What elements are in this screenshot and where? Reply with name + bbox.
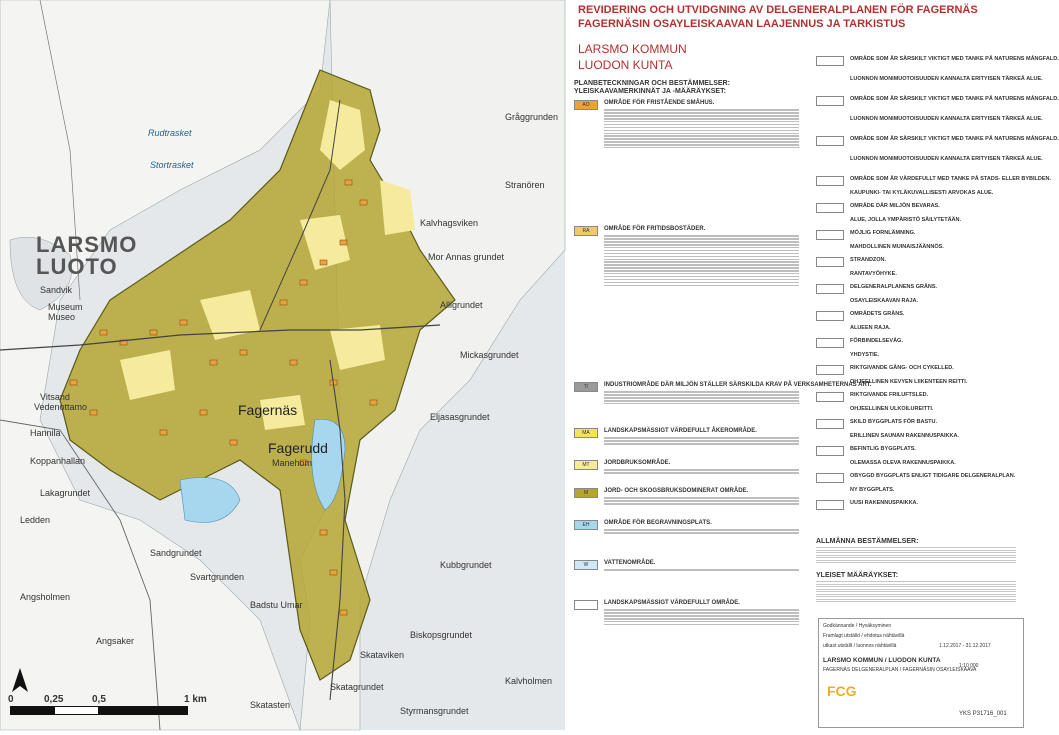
overlay-label: FÖRBINDELSEVÄG.	[850, 338, 903, 344]
overlay-symbol	[816, 311, 844, 321]
overlay-label: LUONNON MONIMUOTOISUUDEN KANNALTA ERITYISEN TÄRKEÄ ALUE.	[850, 76, 1043, 82]
map-label-rudtrasket: Rudtrasket	[148, 128, 192, 138]
map-label-luoto: LUOTO	[36, 254, 118, 279]
zone-label: JORDBRUKSOMRÅDE.	[604, 460, 671, 466]
zone-description	[604, 496, 799, 506]
overlay-label: OMRÅDE SOM ÄR SÄRSKILT VIKTIGT MED TANKE PÅ NATURENS MÅNGFALD.	[850, 136, 1059, 142]
overlay-label: UUSI RAKENNUSPAIKKA.	[850, 500, 919, 506]
municipality-swedish: LARSMO KOMMUN	[578, 42, 687, 56]
scale-tick-025: 0,25	[44, 694, 64, 705]
general-notes-finnish: YLEISET MÄÄRÄYKSET:	[816, 572, 899, 579]
map-label-svartgrunden: Svartgrunden	[190, 572, 245, 582]
overlay-label: ALUEEN RAJA.	[850, 324, 891, 331]
tb-dates: 1.12.2017 - 31.12.2017	[939, 643, 991, 649]
map-label-skataviken: Skataviken	[360, 650, 405, 660]
fcg-logo: FCG	[827, 683, 857, 699]
scale-tick-1km: 1 km	[184, 694, 207, 705]
tb-municipality: LARSMO KOMMUN / LUODON KUNTA	[823, 657, 941, 664]
overlay-label: RANTAVYÖHYKE.	[850, 270, 897, 277]
map-label-skatasten: Skatasten	[250, 700, 291, 710]
zone-swatch: AO	[574, 100, 598, 110]
overlay-symbol	[816, 446, 844, 456]
map-label-vitsand: Vitsand	[40, 392, 70, 402]
map-label-angsaker: Angsaker	[96, 636, 135, 646]
municipality-finnish: LUODON KUNTA	[578, 58, 673, 72]
zone-description	[604, 468, 799, 475]
legend-heading-finnish: YLEISKAAVAMERKINNÄT JA -MÄÄRÄYKSET:	[574, 88, 726, 95]
zone-description	[604, 390, 799, 406]
tb-drawing-number: YKS P31716_001	[959, 711, 1007, 717]
overlay-label: YHDYSTIE.	[850, 351, 880, 358]
overlay-symbol	[816, 230, 844, 240]
overlay-symbol	[816, 284, 844, 294]
zone-swatch: MT	[574, 460, 598, 470]
overlay-label: OLEMASSA OLEVA RAKENNUSPAIKKA.	[850, 459, 956, 466]
zone-label: LANDSKAPSMÄSSIGT VÄRDEFULLT ÅKEROMRÅDE.	[604, 428, 757, 434]
scale-tick-0: 0	[8, 694, 14, 705]
overlay-label: OSAYLEISKAAVAN RAJA.	[850, 297, 919, 304]
general-notes-text-fi	[816, 580, 1016, 604]
overlay-label: KAUPUNKI- TAI KYLÄKUVALLISESTI ARVOKAS ALUE.	[850, 189, 994, 196]
overlay-label: RIKTGIVANDE FRILUFTSLED.	[850, 392, 929, 398]
zone-label: VATTENOMRÅDE.	[604, 560, 656, 566]
map-label-kubbgrundet: Kubbgrundet	[440, 560, 492, 570]
plan-title-swedish: REVIDERING OCH UTVIDGNING AV DELGENERALPLANEN FÖR FAGERNÄS	[578, 4, 978, 16]
zone-swatch: T/	[574, 382, 598, 392]
tb-exhibited: Framlagt utställd / ehdotus nähtävillä	[823, 633, 905, 639]
overlay-label: OHJEELLINEN KEVYEN LIIKENTEEN REITTI.	[850, 378, 968, 385]
scale-tick-05: 0,5	[92, 694, 106, 705]
map-label-angsholmen: Angsholmen	[20, 592, 71, 602]
overlay-label: MAHDOLLINEN MUINAISJÄÄNNÖS.	[850, 243, 944, 250]
map-label-koppanhallan: Koppanhallan	[30, 456, 86, 466]
overlay-symbol	[816, 473, 844, 483]
north-arrow-icon	[10, 668, 30, 694]
zone-label: OMRÅDE FÖR FRISTÅENDE SMÅHUS.	[604, 100, 715, 106]
overlay-symbol	[816, 338, 844, 348]
overlay-label: MÖJLIG FORNLÄMNING.	[850, 230, 916, 236]
map-label-lakagrundet: Lakagrundet	[40, 488, 91, 498]
overlay-label: OMRÅDE SOM ÄR SÄRSKILT VIKTIGT MED TANKE PÅ NATURENS MÅNGFALD.	[850, 96, 1059, 102]
tb-draft: utkast utställt / luonnos nähtävillä	[823, 643, 897, 649]
overlay-label: OMRÅDE SOM ÄR SÄRSKILT VIKTIGT MED TANKE PÅ NATURENS MÅNGFALD.	[850, 56, 1059, 62]
map-label-larsmo: LARSMO	[36, 232, 138, 257]
tb-approval: Godkännande / Hyväksyminen	[823, 623, 892, 629]
zone-swatch: W	[574, 560, 598, 570]
overlay-label: ALUE, JOLLA YMPÄRISTÖ SÄILYTETÄÄN.	[850, 216, 962, 223]
tb-scale: 1:10 000	[959, 663, 979, 669]
overlay-symbol	[816, 136, 844, 146]
map-label-alligrundet: Alligrundet	[440, 300, 483, 310]
overlay-label: OMRÅDE SOM ÄR VÄRDEFULLT MED TANKE PÅ STADS- ELLER BYBILDEN.	[850, 176, 1052, 182]
title-block	[818, 618, 1024, 728]
overlay-symbol	[816, 176, 844, 186]
map-label-museum: Museum	[48, 302, 83, 312]
map-label-hannila: Hannila	[30, 428, 61, 438]
general-notes-text-sv	[816, 546, 1016, 565]
zone-swatch: MA	[574, 428, 598, 438]
overlay-symbol	[816, 257, 844, 267]
overlay-symbol	[816, 365, 844, 375]
map-label-mor-annas-grundet: Mor Annas grundet	[428, 252, 505, 262]
overlay-symbol	[816, 96, 844, 106]
zone-label: OMRÅDE FÖR FRITIDSBOSTÄDER.	[604, 226, 706, 232]
overlay-symbol	[816, 203, 844, 213]
overlay-label: OMRÅDETS GRÄNS.	[850, 311, 905, 317]
map-label-vedenottamo: Vedenottamo	[34, 402, 88, 412]
overlay-label: RIKTGIVANDE GÅNG- OCH CYKELLED.	[850, 365, 954, 371]
map-label-biskopsgrundet: Biskopsgrundet	[410, 630, 473, 640]
plan-title-finnish: FAGERNÄSIN OSAYLEISKAAVAN LAAJENNUS JA TARKISTUS	[578, 18, 906, 30]
overlay-symbol	[816, 56, 844, 66]
zone-description	[604, 568, 799, 572]
overlay-label: LUONNON MONIMUOTOISUUDEN KANNALTA ERITYISEN TÄRKEÄ ALUE.	[850, 156, 1043, 162]
zone-description	[604, 108, 799, 150]
overlay-label: OHJEELLINEN ULKOILUREITTI.	[850, 405, 934, 412]
overlay-symbol	[816, 392, 844, 402]
overlay-label: BEFINTLIG BYGGPLATS.	[850, 446, 916, 452]
zone-swatch: EH	[574, 520, 598, 530]
overlay-label: STRANDZON.	[850, 257, 887, 263]
overlay-label: ERILLINEN SAUNAN RAKENNUSPAIKKA.	[850, 432, 959, 439]
zone-swatch	[574, 600, 598, 610]
overlay-label: SKILD BYGGPLATS FÖR BASTU.	[850, 419, 937, 425]
overlay-label: OBYGGD BYGGPLATS ENLIGT TIDIGARE DELGENERALPLAN.	[850, 473, 1016, 479]
zone-description	[604, 436, 799, 446]
map-label-eljasasgrundet: Eljasasgrundet	[430, 412, 490, 422]
map-label-sandgrundet: Sandgrundet	[150, 548, 202, 558]
map-label-kalvhagsviken: Kalvhagsviken	[420, 218, 479, 228]
zone-swatch: M	[574, 488, 598, 498]
legend-panel	[568, 0, 1059, 730]
overlay-label: NY BYGGPLATS.	[850, 486, 895, 493]
map-label-ledden: Ledden	[20, 515, 51, 525]
map-label-stortrasket: Stortrasket	[150, 160, 194, 170]
zone-description	[604, 608, 799, 627]
map-label-styrmansgrundet: Styrmansgrundet	[400, 706, 469, 716]
map-label-manehom: Manehom	[272, 458, 313, 468]
map-label-badstu-umar: Badstu Umar	[250, 600, 303, 610]
zone-label: INDUSTRIOMRÅDE DÄR MILJÖN STÄLLER SÄRSKILDA KRAV PÅ VERKSAMHETERNAS ART.	[604, 382, 872, 388]
overlay-label: LUONNON MONIMUOTOISUUDEN KANNALTA ERITYISEN TÄRKEÄ ALUE.	[850, 116, 1043, 122]
scale-bar	[10, 706, 188, 714]
zone-description	[604, 528, 799, 535]
map-label-museo: Museo	[48, 312, 76, 322]
map-label-sandvik: Sandvik	[40, 285, 73, 295]
zone-description	[604, 234, 799, 287]
overlay-symbol	[816, 500, 844, 510]
zone-label: JORD- OCH SKOGSBRUKSDOMINERAT OMRÅDE.	[604, 488, 749, 494]
map-label-mickasgrundet: Mickasgrundet	[460, 350, 519, 360]
overlay-label: DELGENERALPLANENS GRÄNS.	[850, 284, 938, 290]
zone-swatch: RA	[574, 226, 598, 236]
map-label-fagerudd: Fagerudd	[268, 440, 328, 456]
overlay-symbol	[816, 419, 844, 429]
legend-heading-swedish: PLANBETECKNINGAR OCH BESTÄMMELSER:	[574, 80, 730, 87]
map-label-gragrunden: Gråggrunden	[505, 112, 559, 122]
map-label-stranoren: Stranören	[505, 180, 545, 190]
general-notes-swedish: ALLMÄNNA BESTÄMMELSER:	[816, 538, 919, 545]
zone-label: OMRÅDE FÖR BEGRAVNINGSPLATS.	[604, 520, 712, 526]
overlay-label: OMRÅDE DÄR MILJÖN BEVARAS.	[850, 203, 940, 209]
zone-label: LANDSKAPSMÄSSIGT VÄRDEFULLT OMRÅDE.	[604, 600, 740, 606]
map-label-kalvholmen: Kalvholmen	[505, 676, 553, 686]
map-label-skatagrundet: Skatagrundet	[330, 682, 384, 692]
tb-plan-name: FAGERNÄS DELGENERALPLAN / FAGERNÄSIN OSAYLEISKAAVA	[823, 667, 977, 673]
map-label-fagernas: Fagernäs	[238, 402, 298, 418]
